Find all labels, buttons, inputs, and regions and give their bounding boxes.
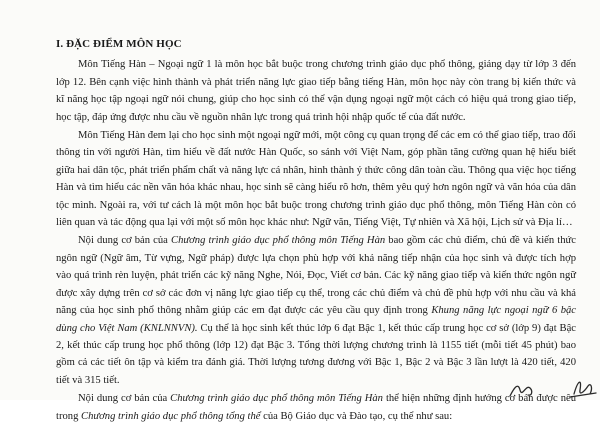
document-body — [56, 36, 576, 426]
signature-left — [510, 386, 532, 396]
paragraph-3-text: bao gồm các chủ điểm, chủ đề và kiến thức ngôn ngữ (Ngữ âm, Từ vựng, Ngữ pháp) được lựa chọn phù hợp với khả năng tiếp nhận của học sinh và được tích hợp vào quá trình rèn luyện, phát triển các kỹ năng Nghe, Nói, Đọc, Viết cơ bản. Các kỹ năng giao tiếp và kiến thức ngôn ngữ được xây dựng trên cơ sở các đơn vị năng lực giao tiếp cụ thể, trong các chủ điểm và chủ đề phù hợp với nhu cầu và khả năng của học sinh phổ thông nhằm giúp các em đạt được các yêu cầu quy định trong — [56, 235, 576, 317]
signature-marks — [470, 374, 600, 400]
general-program-title-italic: Chương trình giáo dục phổ thông tổng thể — [81, 410, 261, 422]
section-heading: I. ĐẶC ĐIỂM MÔN HỌC — [56, 38, 182, 50]
paragraph-4-text: thể hiện những định hướng cơ bản được nêu trong — [56, 393, 576, 422]
paragraph-1: Môn Tiếng Hàn – Ngoại ngữ 1 là môn học bắt buộc trong chương trình giáo dục phổ thông, giảng dạy từ lớp 3 đến lớp 12. Bên cạnh việc hình thành và phát triển năng lực giao tiếp bằng tiếng Hàn, môn học này còn trang bị kiến thức và kĩ năng học tập ngoại ngữ nói chung, giúp cho học sinh có thể vận dụng ngoại ngữ một cách có hiệu quả trong giao tiếp, học tập, đáp ứng được nhu cầu về nguồn nhân lực trong quá trình hội nhập quốc tế của đất nước. — [56, 59, 576, 123]
paragraph-3-text: Cụ thể là học sinh kết thúc lớp 6 đạt Bậc 1, kết thúc cấp trung học cơ sở (lớp 9) đạt Bậc 2, kết thúc cấp trung học phổ thông (lớp 12) đạt Bậc 3. Tổng thời lượng chương trình là 1155 tiết (mỗi tiết 45 phút) bao gồm cả các tiết ôn tập và kiểm tra đánh giá. Thời lượng tương đương với Bậc 1, Bậc 2 và Bậc 3 lần lượt là 420 tiết, 420 tiết và 315 tiết. — [56, 322, 576, 386]
paragraph-4-text: Nội dung cơ bản của — [78, 393, 171, 405]
signature-right — [570, 382, 596, 397]
paragraph-2: Môn Tiếng Hàn đem lại cho học sinh một ngoại ngữ mới, một công cụ quan trọng để các em có thể giao tiếp, trao đổi thông tin với người Hàn, tìm hiểu về đất nước Hàn Quốc, so sánh với Việt Nam, góp phần tăng cường quan hệ hiểu biết giữa hai dân tộc, phát triển phẩm chất và năng lực cá nhân, hình thành ý thức công dân toàn cầu. Thông qua việc học tiếng Hàn và tìm hiểu các nền văn hóa khác nhau, học sinh sẽ càng hiểu rõ hơn, thêm yêu quý hơn ngôn ngữ và văn hóa của dân tộc mình. Ngoài ra, với tư cách là một môn học bắt buộc trong chương trình giáo dục phổ thông, môn Tiếng Hàn còn có liên quan và tác động qua lại với một số môn học khác như: Ngữ văn, Tiếng Việt, Tự nhiên và Xã hội, Lịch sử và Địa lí… — [56, 130, 576, 229]
program-title-italic: Chương trình giáo dục phổ thông môn Tiếng Hàn — [171, 235, 386, 247]
program-title-italic: Chương trình giáo dục phổ thông môn Tiếng Hàn — [170, 393, 383, 405]
paragraph-3-text: Nội dung cơ bản của — [78, 235, 171, 247]
paragraph-3 — [56, 232, 576, 389]
paragraph-4-text: của Bộ Giáo dục và Đào tạo, cụ thể như sau: — [260, 410, 453, 422]
handwritten-signatures — [470, 374, 600, 400]
framework-title-italic: Khung năng lực ngoại ngữ 6 bậc dùng cho Việt Nam (KNLNNVN). — [56, 305, 576, 334]
